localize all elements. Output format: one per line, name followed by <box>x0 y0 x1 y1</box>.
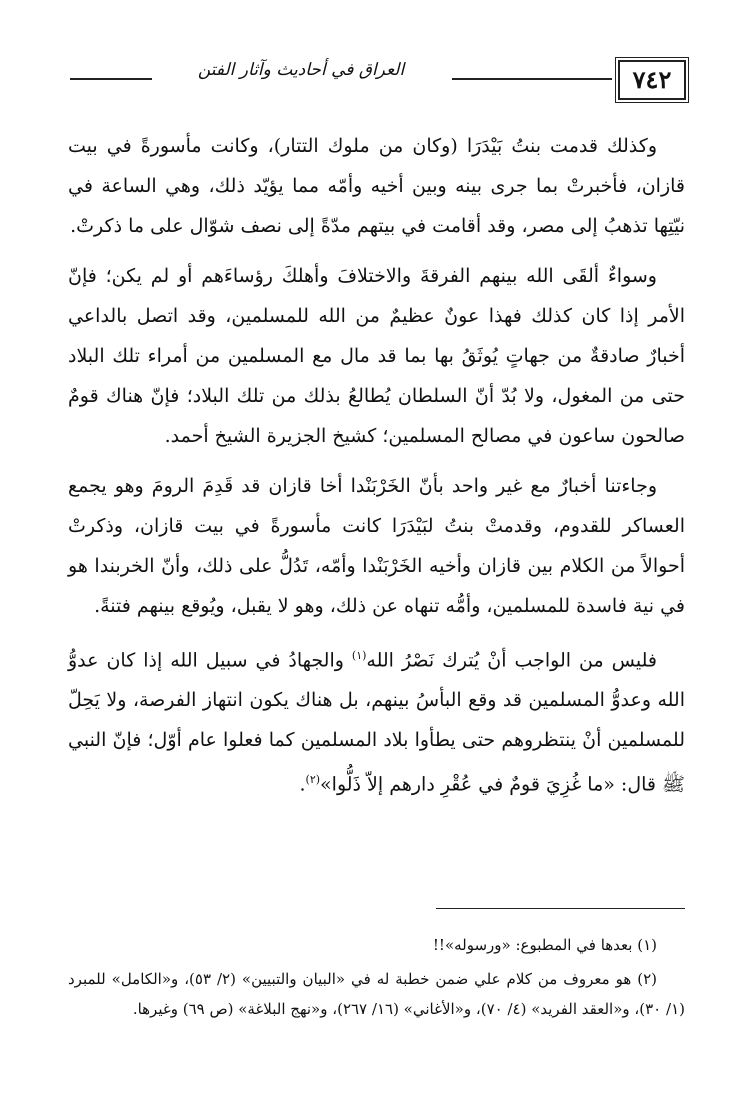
book-title: العراق في أحاديث وآثار الفتن <box>197 60 405 80</box>
paragraph-2: وسواءٌ ألقَى الله بينهم الفرقةَ والاختلافَ وأهلكَ رؤساءَهم أو لم يكن؛ فإنّ الأمر إذا كان كذلك فهذا عونٌ عظيمٌ من الله للمسلمين، وقد اتصل بالداعي أخبارٌ صادقةٌ من جهاتٍ يُوثَقُ بها بما قد مال مع المسلمين من أمراء تلك البلاد حتى من المغول، ولا بُدّ أنّ السلطان يُطالعُ بذلك من تلك البلاد؛ فإنّ هناك قومٌ صالحون ساعون في مصالح المسلمين؛ كشيخ الجزيرة الشيخ أحمد. <box>68 265 685 447</box>
header-rule-left <box>70 78 152 80</box>
footnotes <box>68 930 685 1028</box>
paragraph-4 <box>68 636 685 805</box>
header-rule-right <box>452 78 612 80</box>
footnote-separator <box>436 908 685 909</box>
page-number: ٧٤٢ <box>618 60 686 100</box>
paragraph-3: وجاءتنا أخبارٌ مع غير واحد بأنّ الخَرْبَنْدا أخا قازان قد قَدِمَ الرومَ وهو يجمع العساكر للقدوم، وقدمتْ بنتُ لبَيْدَرَا كانت مأسورةً في بيت قازان، وذكرتْ أحوالاً من الكلام بين قازان وأخيه الخَرْبَنْدا وأمّه، تَدُلُّ على ذلك، وأنّ الخربندا هو في نية فاسدة للمسلمين، وأمُّه تنهاه عن ذلك، وهو لا يقبل، ويُوقع بينهم فتنةً. <box>68 475 685 617</box>
footnote-1: (١) بعدها في المطبوع: «ورسوله»!! <box>432 936 657 954</box>
running-header <box>70 52 682 102</box>
main-text <box>68 126 685 805</box>
paragraph-1: وكذلك قدمت بنتُ بَيْدَرَا (وكان من ملوك التتار)، وكانت مأسورةً في بيت قازان، فأخبرتْ بما جرى بينه وبين أخيه وأمّه مما يؤيّد ذلك، وهي الساعة في نيّتِها تذهبُ إلى مصر، وقد أقامت في بيتهم مدّةً إلى نصف شوّال على ما ذكرتْ. <box>68 135 685 237</box>
footnote-ref-1: (١) <box>351 649 367 662</box>
paragraph-4-tail: . <box>299 773 306 796</box>
paragraph-4-text: فليس من الواجب أنْ يُترك نَصْرُ الله <box>366 649 657 672</box>
footnote-ref-2: (٢) <box>305 773 321 787</box>
footnote-2: (٢) هو معروف من كلام علي ضمن خطبة له في «البيان والتبيين» (٢/ ٥٣)، و«الكامل» للمبرد (١/ ٣٠)، و«العقد الفريد» (٤/ ٧٠)، و«الأغاني» (١٦/ ٢٦٧)، و«نهج البلاغة» (ص ٦٩) وغيرها. <box>68 970 685 1018</box>
paragraph-4-continuation: والجهادُ في سبيل الله إذا كان عدوُّ الله وعدوُّ المسلمين قد وقع البأسُ بينهم، بل هناك يكون انتهاز الفرصة، ولا يَحِلّ للمسلمين أنْ ينتظروهم حتى يطأوا بلاد المسلمين كما فعلوا عام أوّل؛ فإنّ النبي ﷺ قال: «ما غُزِيَ قومٌ في عُقْرِ دارهم إلاّ ذَلُّوا» <box>68 649 685 796</box>
